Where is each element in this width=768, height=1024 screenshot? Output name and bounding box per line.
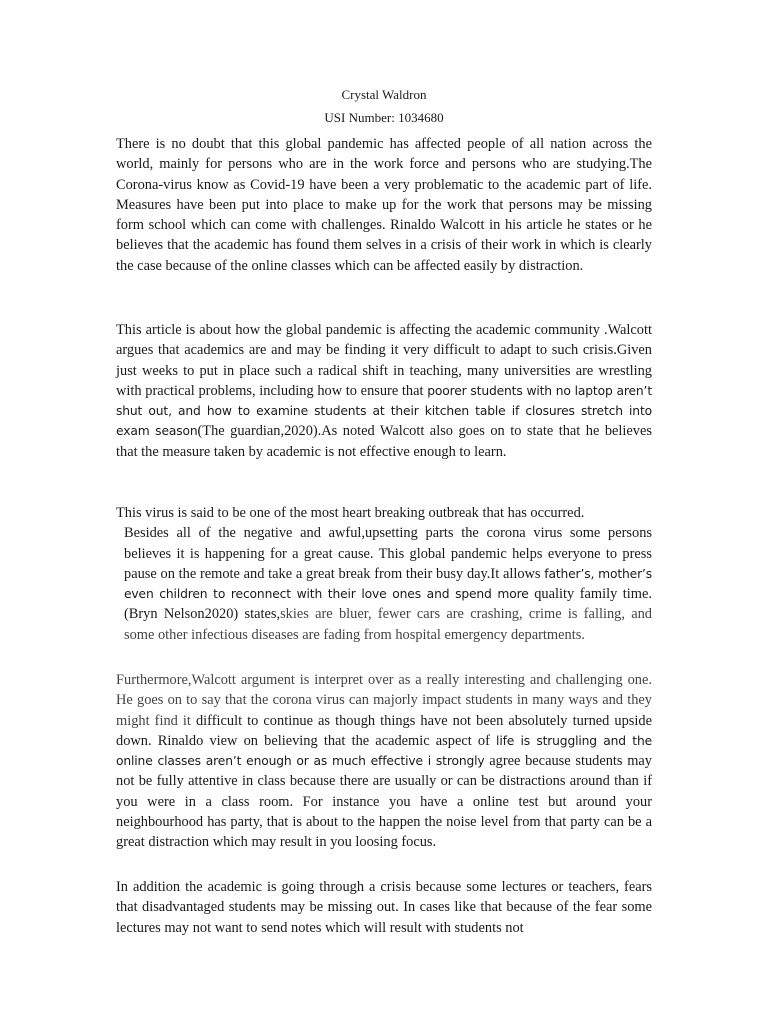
paragraph-1 bbox=[116, 134, 652, 276]
author-name: Crystal Waldron bbox=[341, 87, 427, 102]
paragraph-4 bbox=[116, 670, 652, 853]
paragraph-3-text-a: Besides all of the negative and awful,upsetting parts the corona virus some persons believes it is happening for a great cause. This global pandemic helps everyone to press pause on the remote and take a great break from their busy day.It allows bbox=[124, 525, 652, 582]
paragraph-2-quote: poorer students with no laptop aren’t shut out, and how to examine students at their kitchen table if closures stretch into exam season bbox=[116, 383, 652, 439]
paragraph-4-text-b: difficult to continue as though things have not been absolutely turned upside down. bbox=[116, 712, 652, 749]
paragraph-4-text-c: Rinaldo view on believing that the academic aspect of bbox=[151, 732, 497, 749]
paragraph-4-text-a: Furthermore,Walcott argument is interpret over as a really interesting and challenging one. He goes on to say that the corona virus can majorly impact students in many ways and they might find it bbox=[116, 672, 652, 729]
paragraph-3 bbox=[116, 503, 652, 645]
paragraph-5 bbox=[116, 877, 652, 938]
paragraph-4-text-e: agree because students may not be fully attentive in class because there are usually or can be distractions around than if you were in a class room. For instance you have a online test but around your neighbourhood has party, that is about to the happen the noise level from that party can be a great distraction which may result in you loosing focus. bbox=[116, 753, 652, 851]
paragraph-3-sans-text: father’s, mother’s even children to reconnect with their love ones and spend more bbox=[124, 566, 652, 602]
paragraph-1-text: There is no doubt that this global pandemic has affected people of all nation across the world, mainly for persons who are in the work force and persons who are studying.The Corona-virus know as Covid-19 have been a very problematic to the academic part of life. Measures have been put into place to make up for the work that persons may be missing form school which can come with challenges. Rinaldo Walcott in his article he states or he believes that the academic has found them selves in a crisis of their work in which is clearly the case because of the online classes which can be affected easily by distraction. bbox=[116, 136, 652, 274]
paragraph-2-text-c: (The guardian,2020).As noted Walcott also goes on to state that he believes that the measure taken by academic is not effective enough to learn. bbox=[116, 423, 652, 460]
paragraph-3-first-line: This virus is said to be one of the most heart breaking outbreak that has occurred. bbox=[116, 505, 585, 521]
paragraph-5-text: In addition the academic is going through a crisis because some lectures or teachers, fears that disadvantaged students may be missing out. In cases like that because of the fear some lectures may not want to send notes which will result with students not bbox=[116, 879, 652, 936]
paragraph-3-quote: skies are bluer, fewer cars are crashing, crime is falling, and some other infectious diseases are fading from hospital emergency departments. bbox=[124, 606, 652, 643]
paragraph-4-sans-text: life is struggling and the online classes aren’t enough or as much effective i strongly bbox=[116, 733, 652, 769]
paragraph-2 bbox=[116, 320, 652, 462]
usi-number: USI Number: 1034680 bbox=[324, 110, 444, 125]
paragraph-2-text-a: This article is about how the global pandemic is affecting the academic community .Walcott argues that academics are and may be finding it very difficult to adapt to such crisis.Given just weeks to put in place such a radical shift in teaching, many universities are wrestling with practical problems, including how to ensure that bbox=[116, 322, 652, 399]
paragraph-3-text-c: quality family time.(Bryn Nelson2020) states, bbox=[124, 586, 652, 623]
paragraph-3-body bbox=[116, 523, 652, 645]
